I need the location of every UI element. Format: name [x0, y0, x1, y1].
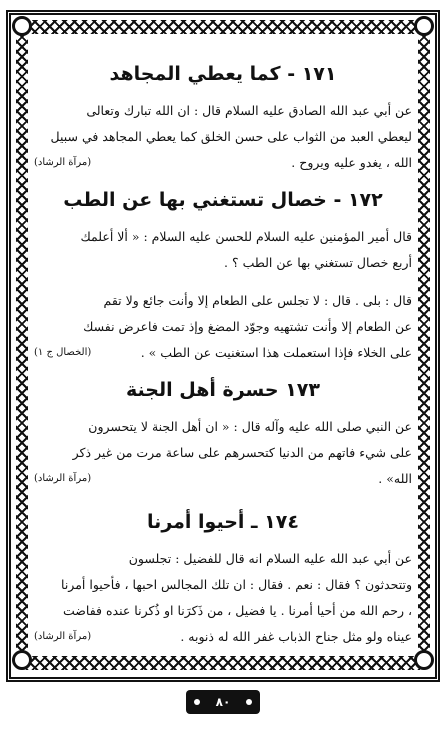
text-line: عن النبي صلى الله عليه وآله قال : « ان أهل الجنة لا يتحسرون — [88, 419, 412, 434]
page-content — [34, 46, 412, 652]
text-line: الله» . — [378, 471, 412, 486]
ornament-border-top — [26, 20, 420, 34]
section-172 — [34, 186, 412, 366]
text-line: أربع خصال تستغني بها عن الطب ؟ . — [224, 255, 412, 270]
text-line: ، رحم الله من أحيا أمرنا . يا فضيل ، من ذَكرَنا او ذُكرنا عنده ففاضت — [63, 603, 412, 618]
corner-ornament — [12, 16, 32, 36]
last-line-row — [34, 624, 412, 650]
ornament-border-bottom — [26, 656, 420, 670]
last-line-row — [34, 466, 412, 492]
source-citation: (مرآة الرشاد) — [34, 157, 92, 168]
corner-ornament — [414, 650, 434, 670]
source-citation: (الخصال ج ١) — [34, 347, 92, 358]
ornament-border-right — [418, 34, 430, 656]
corner-ornament — [414, 16, 434, 36]
section-title: ١٧٤ ـ أحيوا أمرنا — [147, 511, 299, 533]
text-line: قال أمير المؤمنين عليه السلام للحسن عليه السلام : « ألا أعلمك — [80, 229, 412, 244]
source-citation: (مرآة الرشاد) — [34, 473, 92, 484]
text-line: ليعطي العبد من الثواب على حسن الخلق كما يعطي المجاهد في سبيل — [50, 129, 412, 144]
text-line: على الخلاء فإذا استعملت هذا استغنيت عن الطب » . — [140, 345, 412, 360]
text-line: عيناه ولو مثل جناح الذباب غفر الله له ذنوبه . — [180, 629, 412, 644]
section-173 — [34, 376, 412, 492]
corner-ornament — [12, 650, 32, 670]
text-line: قال : بلى . قال : لا تجلس على الطعام إلا وأنت جائع ولا تقم — [103, 293, 412, 308]
section-title: ١٧٢ - خصال تستغني بها عن الطب — [63, 189, 383, 211]
source-citation: (مرآة الرشاد) — [34, 631, 92, 642]
text-line: عن أبي عبد الله الصادق عليه السلام قال : ان الله تبارك وتعالى — [86, 103, 412, 118]
text-line: على شيء فاتهم من الدنيا كتحسرهم على ساعة مرت من غير ذكر — [72, 445, 412, 460]
page-number: ٨٠ — [186, 690, 260, 714]
last-line-row — [34, 150, 412, 176]
section-171 — [34, 60, 412, 176]
section-174 — [34, 508, 412, 650]
section-title: ١٧٣ حسرة أهل الجنة — [126, 379, 320, 401]
text-line: عن الطعام إلا وأنت تشتهيه وجوّد المضغ وإذ تمت فاعرض نفسك — [83, 319, 412, 334]
text-line: عن أبي عبد الله عليه السلام انه قال للفضيل : تجلسون — [128, 551, 412, 566]
text-line: الله ، يغدو عليه ويروح . — [291, 155, 412, 170]
ornament-border-left — [16, 34, 28, 656]
text-line: وتتحدثون ؟ فقال : نعم . فقال : ان تلك المجالس احبها ، فأحيوا أمرنا — [61, 577, 412, 592]
section-title: ١٧١ - كما يعطي المجاهد — [109, 63, 337, 85]
last-line-row — [34, 340, 412, 366]
